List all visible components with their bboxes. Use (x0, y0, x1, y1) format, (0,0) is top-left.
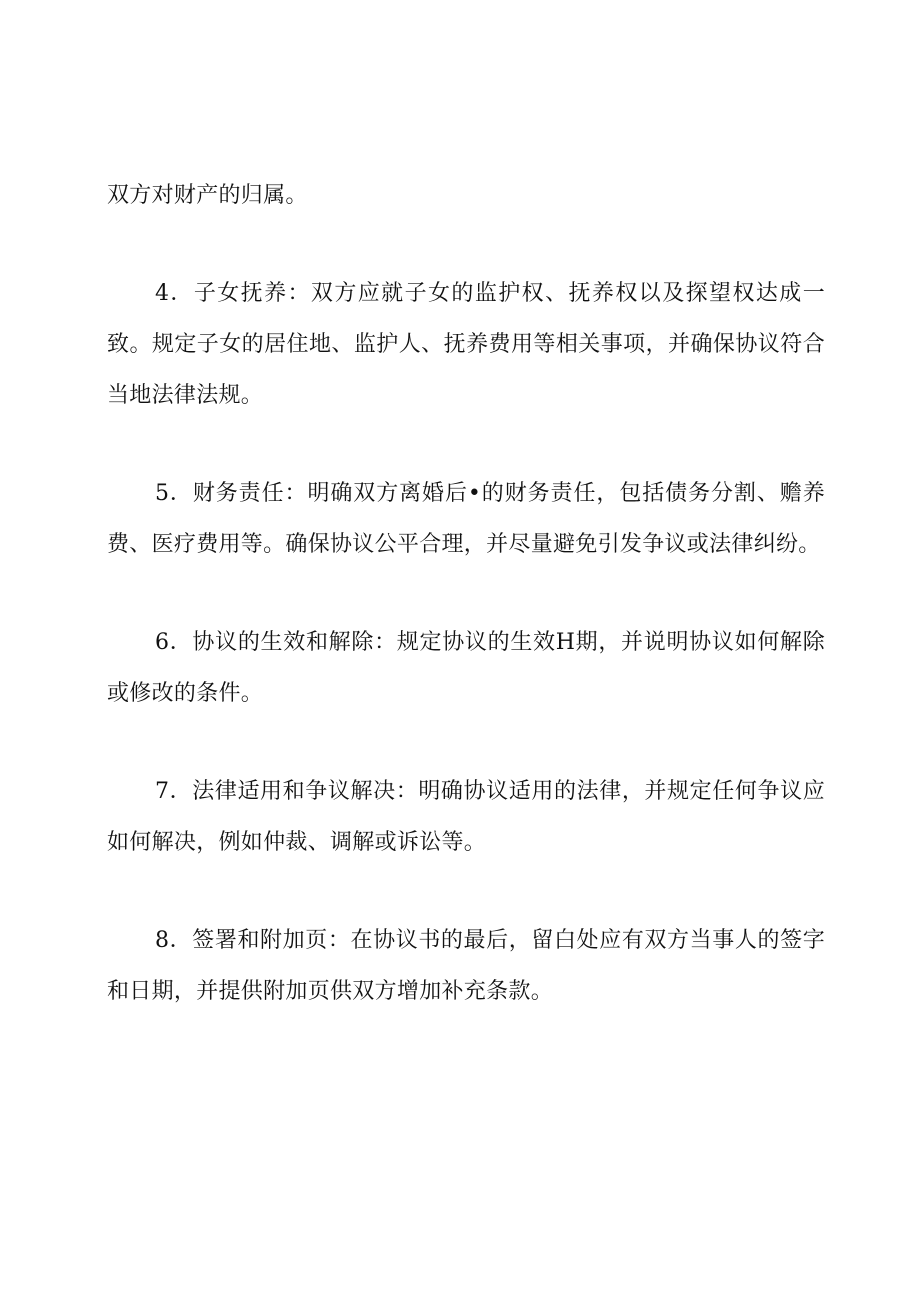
document-body (107, 170, 825, 1017)
paragraph-financial-responsibility: 5．财务责任：明确双方离婚后•的财务责任，包括债务分割、赡养费、医疗费用等。确保协议公平合理，并尽量避免引发争议或法律纠纷。 (107, 481, 825, 557)
paragraph-property-ownership-end: 双方对财产的归属。 (107, 183, 308, 208)
paragraph-gap (107, 221, 825, 268)
paragraph-effect-and-termination: 6．协议的生效和解除：规定协议的生效H期，并说明协议如何解除或修改的条件。 (107, 630, 825, 706)
paragraph-signature-and-appendix: 8．签署和附加页：在协议书的最后，留白处应有双方当事人的签字和日期，并提供附加页供双方增加补充条款。 (107, 928, 825, 1004)
paragraph-gap (107, 719, 825, 766)
paragraph-governing-law: 7．法律适用和争议解决：明确协议适用的法律，并规定任何争议应如何解决，例如仲裁、调解或诉讼等。 (107, 779, 825, 855)
paragraph-gap (107, 570, 825, 617)
paragraph-gap (107, 421, 825, 468)
paragraph-child-custody: 4．子女抚养：双方应就子女的监护权、抚养权以及探望权达成一致。规定子女的居住地、监护人、抚养费用等相关事项，并确保协议符合当地法律法规。 (107, 281, 825, 408)
paragraph-gap (107, 868, 825, 915)
